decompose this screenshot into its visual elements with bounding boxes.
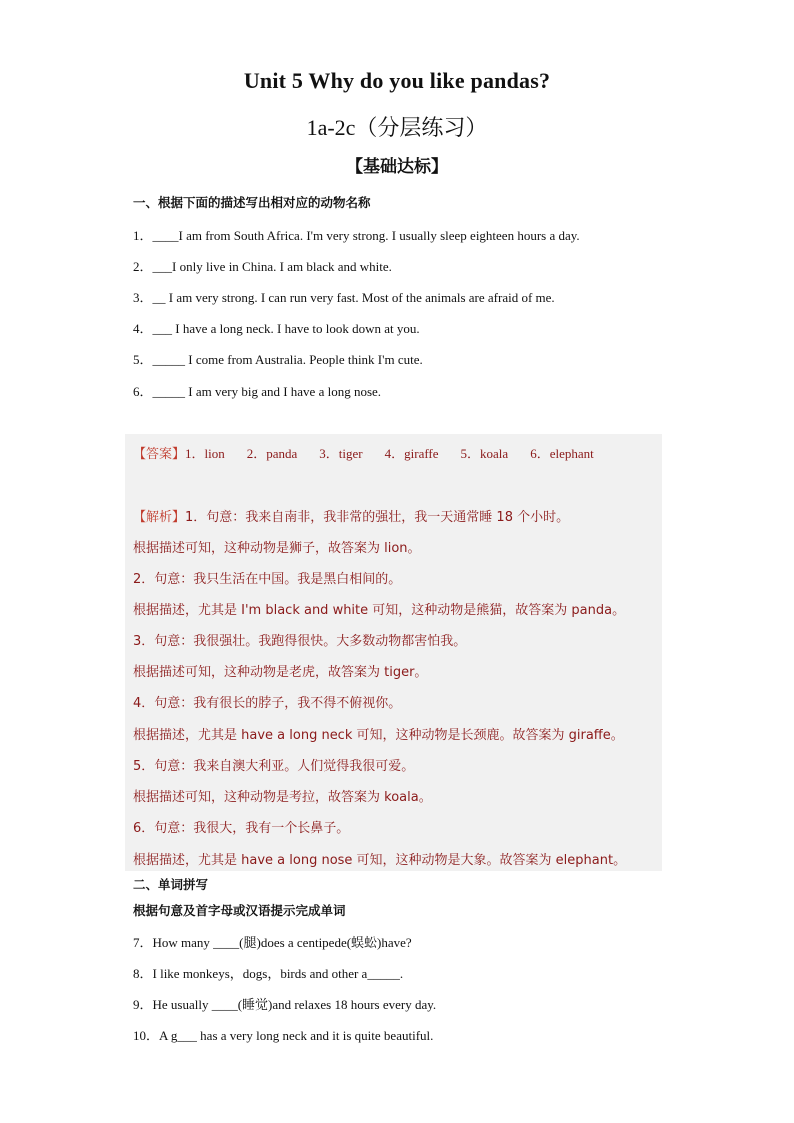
analysis-line-3: 2．句意：我只生活在中国。我是黑白相间的。 (133, 572, 402, 587)
question-8: 8．I like monkeys，dogs，birds and other a_____. (133, 966, 404, 981)
analysis-line-2: 根据描述可知，这种动物是狮子，故答案为 lion。 (133, 541, 421, 556)
question-5 (133, 349, 423, 368)
analysis-line-1 (133, 506, 569, 525)
question-2 (133, 256, 392, 275)
answer-blank: ___ (152, 259, 173, 274)
question-6 (133, 381, 381, 400)
page-subtitle: 1a-2c（分层练习） (306, 115, 488, 140)
answer-item: 1．lion (185, 446, 225, 461)
answer-blank: __ (152, 290, 166, 305)
analysis-line-7: 4．句意：我有很长的脖子，我不得不俯视你。 (133, 696, 402, 711)
part1-heading: 一、根据下面的描述写出相对应的动物名称 (133, 195, 371, 210)
analysis-text: 1．句意：我来自南非，我非常的强壮，我一天通常睡 18 个小时。 (185, 510, 570, 525)
answer-blank: ___ (152, 321, 173, 336)
question-4 (133, 318, 420, 337)
question-number: 3． (133, 290, 153, 305)
analysis-line-9: 5．句意：我来自澳大利亚。人们觉得我很可爱。 (133, 759, 415, 774)
section-banner: 【基础达标】 (346, 157, 448, 177)
question-text: I only live in China. I am black and white. (172, 259, 392, 274)
analysis-line-6: 根据描述可知，这种动物是老虎，故答案为 tiger。 (133, 665, 428, 680)
question-9: 9．He usually ____(睡觉)and relaxes 18 hours every day. (133, 997, 437, 1012)
question-text: I come from Australia. People think I'm cute. (185, 352, 423, 367)
question-10: 10．A g___ has a very long neck and it is quite beautiful. (133, 1028, 434, 1043)
answer-item: 4．giraffe (384, 446, 439, 461)
answer-item: 5．koala (460, 446, 509, 461)
part2-heading: 二、单词拼写 (133, 877, 209, 892)
answer-item: 2．panda (246, 446, 298, 461)
analysis-line-4: 根据描述，尤其是 I'm black and white 可知，这种动物是熊猫，故答案为 panda。 (133, 603, 626, 618)
analysis-line-10: 根据描述可知，这种动物是考拉，故答案为 koala。 (133, 790, 432, 805)
answer-item: 3．tiger (319, 446, 363, 461)
question-7: 7．How many ____(腿)does a centipede(蜈蚣)have? (133, 935, 412, 950)
question-1 (133, 225, 580, 244)
analysis-line-5: 3．句意：我很强壮。我跑得很快。大多数动物都害怕我。 (133, 634, 467, 649)
answer-blank: ____ (152, 228, 179, 243)
answer-blank: _____ (152, 384, 186, 399)
question-number: 2． (133, 259, 153, 274)
question-3 (133, 287, 555, 306)
analysis-line-8: 根据描述，尤其是 have a long neck 可知，这种动物是长颈鹿。故答案为 giraffe。 (133, 728, 624, 743)
question-number: 6． (133, 384, 153, 399)
question-number: 5． (133, 352, 153, 367)
question-text: I have a long neck. I have to look down at you. (172, 321, 420, 336)
question-text: I am from South Africa. I'm very strong. I usually sleep eighteen hours a day. (178, 228, 580, 243)
question-number: 4． (133, 321, 153, 336)
analysis-line-12: 根据描述，尤其是 have a long nose 可知，这种动物是大象。故答案为 elephant。 (133, 853, 627, 868)
analysis-line-11: 6．句意：我很大，我有一个长鼻子。 (133, 821, 350, 836)
answer-line (133, 443, 594, 462)
answer-tag: 【答案】 (133, 447, 186, 462)
analysis-tag: 【解析】 (133, 510, 186, 525)
question-number: 1． (133, 228, 153, 243)
question-text: I am very big and I have a long nose. (185, 384, 382, 399)
answer-item: 6．elephant (530, 446, 594, 461)
question-text: I am very strong. I can run very fast. Most of the animals are afraid of me. (165, 290, 555, 305)
answer-blank: _____ (152, 352, 186, 367)
answer-panel (125, 434, 662, 871)
part2-subheading: 根据句意及首字母或汉语提示完成单词 (133, 903, 346, 918)
page-title: Unit 5 Why do you like pandas? (243, 68, 551, 93)
